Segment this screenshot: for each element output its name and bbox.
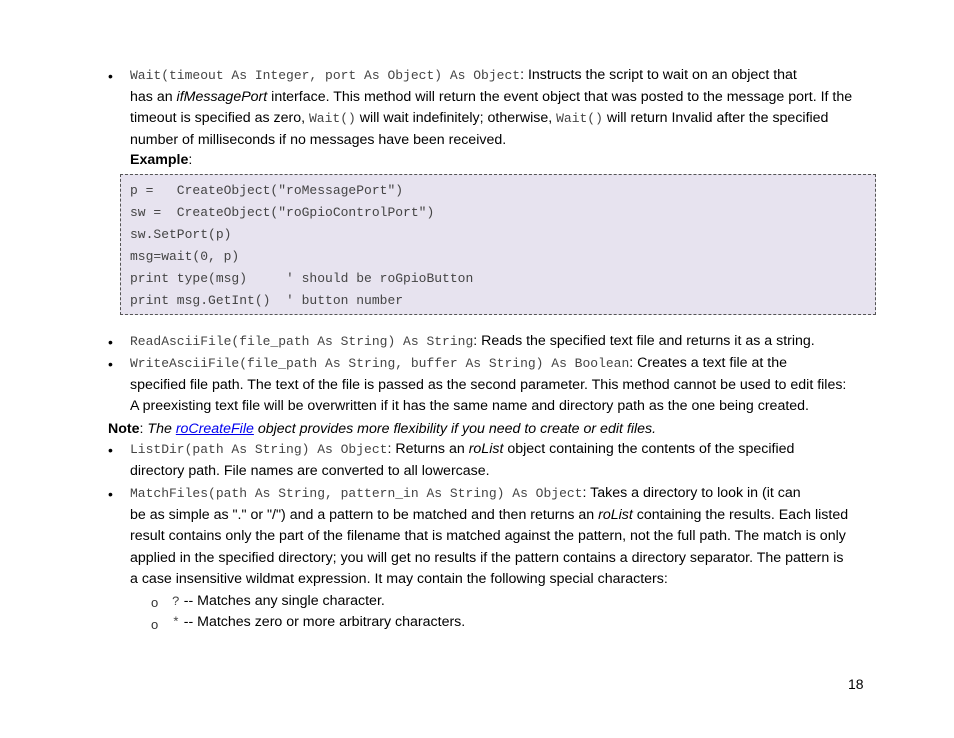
code-example-box (120, 174, 876, 315)
wait-method-description: Wait(timeout As Integer, port As Object) As Object: Instructs the script to wait on an object that has an ifMessagePort interface. This method will return the event object that was posted to the message port. If the timeout is specified as zero, Wait() will wait indefinitely; otherwise, Wait() will return Invalid after the specified number of milliseconds if no messages have been received. (130, 67, 853, 148)
note-label: Note (108, 421, 140, 437)
wildcard-question-item: ? -- Matches any single character. (172, 593, 385, 609)
code-line: sw = CreateObject("roGpioControlPort") (130, 205, 435, 220)
page-number: 18 (848, 676, 864, 692)
example-heading: Example: (130, 152, 193, 168)
note-paragraph: Note: The roCreateFile object provides more flexibility if you need to create or edit files. (108, 421, 657, 437)
code-line: msg=wait(0, p) (130, 249, 240, 264)
bullet-marker: • (108, 442, 113, 458)
readasciifile-description: ReadAsciiFile(file_path As String) As String: Reads the specified text file and returns it as a string. (130, 333, 815, 349)
wait-signature: Wait(timeout As Integer, port As Object) As Object (130, 68, 521, 83)
code-line: print msg.GetInt() ' button number (130, 293, 404, 308)
code-line: p = CreateObject("roMessagePort") (130, 183, 404, 198)
readasciifile-signature: ReadAsciiFile(file_path As String) As String (130, 334, 474, 349)
wildcard-star-item: * -- Matches zero or more arbitrary characters. (172, 614, 466, 630)
sub-bullet-marker: o (151, 595, 159, 610)
sub-bullet-marker: o (151, 617, 159, 632)
bullet-marker: • (108, 486, 113, 502)
matchfiles-signature: MatchFiles(path As String, pattern_in As String) As Object (130, 486, 583, 501)
bullet-marker: • (108, 356, 113, 372)
bullet-marker: • (108, 334, 113, 350)
writeasciifile-description: WriteAsciiFile(file_path As String, buffer As String) As Boolean: Creates a text file at the specified file path. The text of the file is passed as the second parameter. This method cannot be used to edit files: A preexisting text file will be overwritten if it has the same name and directory path as the one being created. (130, 355, 847, 415)
matchfiles-description: MatchFiles(path As String, pattern_in As String) As Object: Takes a directory to look in (it can be as simple as "." or "/") and a pattern to be matched and then returns an roList containing the results. Each listed result contains only the part of the filename that is matched against the pattern, not the full path. The match is only applied in the specified directory; you will get no results if the pattern contains a directory separator. The pattern is a case insensitive wildmat expression. It may contain the following special characters: (130, 485, 849, 588)
code-line: sw.SetPort(p) (130, 227, 232, 242)
code-line: print type(msg) ' should be roGpioButton (130, 271, 474, 286)
writeasciifile-signature: WriteAsciiFile(file_path As String, buffer As String) As Boolean (130, 356, 630, 371)
listdir-description: ListDir(path As String) As Object: Returns an roList object containing the contents of the specified directory path. File names are converted to all lowercase. (130, 441, 795, 479)
ifmessageport-term: ifMessagePort (176, 88, 268, 105)
listdir-signature: ListDir(path As String) As Object (130, 442, 388, 457)
rocreatefile-link[interactable]: roCreateFile (175, 421, 254, 437)
bullet-marker: • (108, 68, 113, 84)
